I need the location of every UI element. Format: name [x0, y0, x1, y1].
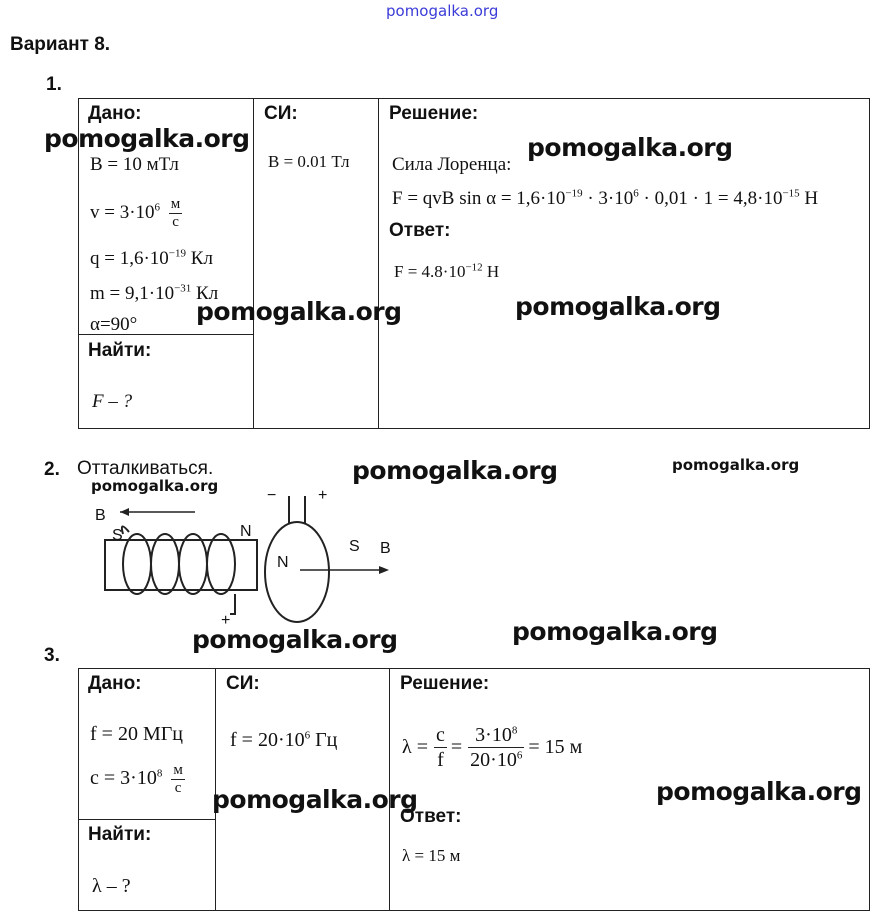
problem-3-divider-find	[78, 819, 216, 820]
problem-3-find-value: λ – ?	[92, 875, 131, 897]
problem-3-si-label: СИ:	[226, 673, 260, 694]
problem-2-number: 2.	[44, 459, 60, 480]
solenoid-ring-diagram	[85, 490, 405, 630]
problem-3-si-value: $f = 20\cdot 10^6$ Гц	[230, 729, 338, 751]
problem-3-given-c: $c = 3\cdot 10^8$ $\frac{м}{с}$	[90, 762, 183, 796]
ring	[265, 522, 329, 622]
problem-1-given-q: $q = 1,6\cdot 10^{-19}$ Кл	[90, 247, 213, 269]
watermark: pomogalka.org	[91, 477, 219, 495]
watermark: pomogalka.org	[515, 292, 721, 321]
problem-1-given-m: $m = 9,1\cdot 10^{-31}$ Кл	[90, 282, 219, 304]
problem-1-given-B: B = 10 мТл	[90, 154, 179, 175]
problem-1-given-alpha: α=90°	[90, 314, 138, 335]
problem-1-find-label: Найти:	[88, 340, 152, 361]
problem-3-answer-value: λ = 15 м	[402, 846, 461, 865]
watermark: pomogalka.org	[44, 124, 250, 153]
problem-1-given-label: Дано:	[88, 103, 142, 124]
problem-3-solution-label: Решение:	[400, 673, 490, 694]
problem-1-divider-2	[378, 98, 379, 429]
watermark: pomogalka.org	[656, 777, 862, 806]
diagram-right-S-label: S	[349, 538, 360, 555]
problem-3-given-label: Дано:	[88, 673, 142, 694]
variant-title: Вариант 8.	[10, 34, 111, 55]
problem-3-number: 3.	[44, 645, 60, 666]
problem-1-si-value: B = 0.01 Тл	[268, 152, 350, 171]
problem-1-answer-value: $F = 4.8\cdot 10^{-12}$ Н	[394, 261, 500, 281]
diagram-ring-plus: +	[318, 487, 328, 504]
problem-1-number: 1.	[46, 74, 62, 95]
problem-1-si-label: СИ:	[264, 103, 298, 124]
problem-1-formula: F = qvB $\sin \alpha = 1,6\cdot 10^{-19} \cdot 3\cdot 10^6 \cdot 0,01 \cdot 1 = 4,8\cdot 10^{-15}$ Н	[392, 187, 819, 209]
watermark: pomogalka.org	[196, 297, 402, 326]
problem-1-find-value: F – ?	[92, 391, 133, 412]
problem-1-given-v: $v = 3\cdot 10^6$ $\frac{м}{с}$	[90, 196, 181, 230]
problem-3-find-label: Найти:	[88, 824, 152, 845]
diagram-ring-N-label: N	[277, 554, 289, 571]
watermark: pomogalka.org	[352, 456, 558, 485]
problem-1-solution-label: Решение:	[389, 103, 479, 124]
diagram-coil-plus: +	[221, 612, 231, 629]
problem-3-solution-formula: λ = $\frac{c}{f}$ = $\frac{3\cdot 10^8}{20\cdot 10^6}$ = 15 м	[402, 724, 583, 771]
site-header-link[interactable]: pomogalka.org	[386, 2, 499, 20]
diagram-left-B-label: B	[95, 507, 106, 524]
problem-1-answer-label: Ответ:	[389, 220, 451, 241]
diagram-ring-minus: −	[267, 487, 277, 504]
problem-3-answer-label: Ответ:	[400, 806, 462, 827]
diagram-right-B-label: B	[380, 540, 391, 557]
watermark: pomogalka.org	[192, 625, 398, 654]
problem-3-given-f: f = 20 МГц	[90, 723, 183, 745]
problem-1-divider-1	[253, 98, 254, 429]
watermark: pomogalka.org	[512, 617, 718, 646]
watermark: pomogalka.org	[212, 785, 418, 814]
watermark: pomogalka.org	[527, 133, 733, 162]
watermark: pomogalka.org	[672, 456, 800, 474]
diagram-left-S-label: S	[112, 527, 123, 544]
problem-1-solution-text: Сила Лоренца:	[392, 154, 512, 175]
problem-2-answer-text: Отталкиваться.	[77, 458, 214, 479]
diagram-left-N-label: N	[240, 523, 252, 540]
